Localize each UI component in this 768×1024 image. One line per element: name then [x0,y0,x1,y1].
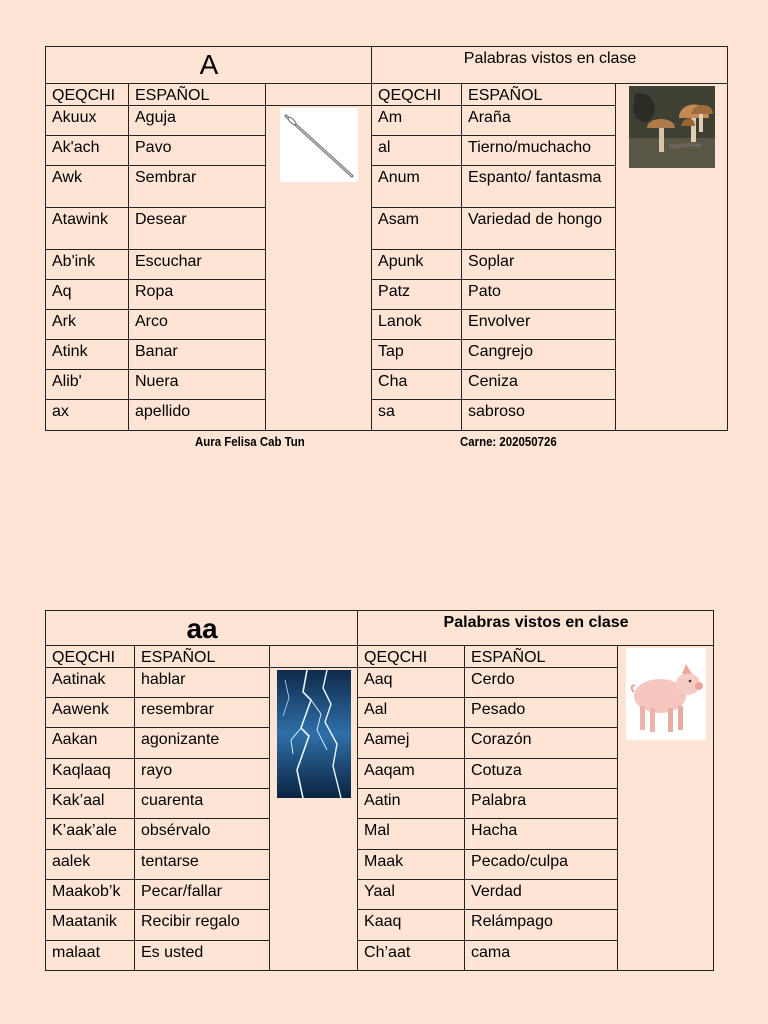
qeqchi-word: Aamej [358,728,465,759]
espanol-word: Corazón [465,728,618,759]
qeqchi-word: Anum [372,166,462,208]
espanol-word: Ropa [129,280,266,310]
qeqchi-word: Aawenk [46,698,135,728]
espanol-word: sabroso [462,400,616,431]
espanol-word: Soplar [462,250,616,280]
qeqchi-word: Aq [46,280,129,310]
espanol-word: Palabra [465,789,618,819]
espanol-word: Pavo [129,136,266,166]
qeqchi-word: Aaq [358,668,465,698]
espanol-word: Banar [129,340,266,370]
espanol-word: Espanto/ fantasma [462,166,616,208]
espanol-word: Araña [462,106,616,136]
qeqchi-word: Mal [358,819,465,850]
qeqchi-word: Atawink [46,208,129,250]
espanol-word: Sembrar [129,166,266,208]
image-cell [618,646,714,971]
espanol-word: Hacha [465,819,618,850]
espanol-word: Escuchar [129,250,266,280]
qeqchi-word: Ch’aat [358,941,465,971]
mushroom-icon [629,86,715,168]
qeqchi-word: Maatanik [46,910,135,941]
table-letter: A [46,47,372,84]
espanol-word: agonizante [135,728,270,759]
qeqchi-word: Awk [46,166,129,208]
vocab-table-aa [45,610,714,971]
qeqchi-word: Ab'ink [46,250,129,280]
qeqchi-word: aalek [46,850,135,880]
espanol-word: cama [465,941,618,971]
header-qeqchi: QEQCHI [372,84,462,106]
header-qeqchi: QEQCHI [358,646,465,668]
qeqchi-word: Apunk [372,250,462,280]
header-empty [266,84,372,106]
espanol-word: apellido [129,400,266,431]
qeqchi-word: Maak [358,850,465,880]
student-carne: Carne: 202050726 [460,434,557,449]
qeqchi-word: Kak’aal [46,789,135,819]
espanol-word: Pato [462,280,616,310]
image-cell [616,84,728,431]
qeqchi-word: K’aak’ale [46,819,135,850]
qeqchi-word: sa [372,400,462,431]
qeqchi-word: Am [372,106,462,136]
header-espanol: ESPAÑOL [135,646,270,668]
table-right-title: Palabras vistos en clase [372,47,728,84]
lightning-icon [277,670,351,798]
espanol-word: Cotuza [465,759,618,789]
qeqchi-word: Cha [372,370,462,400]
espanol-word: Ceniza [462,370,616,400]
espanol-word: cuarenta [135,789,270,819]
header-espanol: ESPAÑOL [465,646,618,668]
espanol-word: Pecado/culpa [465,850,618,880]
espanol-word: Relámpago [465,910,618,941]
espanol-word: Cangrejo [462,340,616,370]
image-cell [270,668,358,971]
qeqchi-word: Ark [46,310,129,340]
qeqchi-word: al [372,136,462,166]
qeqchi-word: ax [46,400,129,431]
espanol-word: Envolver [462,310,616,340]
espanol-word: Nuera [129,370,266,400]
header-espanol: ESPAÑOL [462,84,616,106]
espanol-word: Cerdo [465,668,618,698]
espanol-word: rayo [135,759,270,789]
qeqchi-word: Atink [46,340,129,370]
espanol-word: Arco [129,310,266,340]
espanol-word: Pesado [465,698,618,728]
qeqchi-word: Asam [372,208,462,250]
espanol-word: resembrar [135,698,270,728]
needle-icon [280,108,358,182]
table-right-title: Palabras vistos en clase [358,611,714,646]
header-qeqchi: QEQCHI [46,646,135,668]
espanol-word: hablar [135,668,270,698]
espanol-word: Tierno/muchacho [462,136,616,166]
espanol-word: tentarse [135,850,270,880]
qeqchi-word: Aatinak [46,668,135,698]
qeqchi-word: Ak'ach [46,136,129,166]
qeqchi-word: Tap [372,340,462,370]
qeqchi-word: Kaqlaaq [46,759,135,789]
header-empty [270,646,358,668]
qeqchi-word: Aatin [358,789,465,819]
vocab-table-a [45,46,728,431]
student-name: Aura Felisa Cab Tun [195,434,305,449]
qeqchi-word: malaat [46,941,135,971]
header-espanol: ESPAÑOL [129,84,266,106]
qeqchi-word: Maakob’k [46,880,135,910]
qeqchi-word: Kaaq [358,910,465,941]
qeqchi-word: Yaal [358,880,465,910]
qeqchi-word: Patz [372,280,462,310]
qeqchi-word: Lanok [372,310,462,340]
qeqchi-word: Alib' [46,370,129,400]
header-qeqchi: QEQCHI [46,84,129,106]
image-cell [266,106,372,431]
qeqchi-word: Akuux [46,106,129,136]
table-letter: aa [46,611,358,646]
espanol-word: Es usted [135,941,270,971]
espanol-word: Aguja [129,106,266,136]
espanol-word: Desear [129,208,266,250]
espanol-word: Recibir regalo [135,910,270,941]
espanol-word: Verdad [465,880,618,910]
qeqchi-word: Aakan [46,728,135,759]
qeqchi-word: Aaqam [358,759,465,789]
espanol-word: obsérvalo [135,819,270,850]
pig-icon [626,648,706,740]
espanol-word: Pecar/fallar [135,880,270,910]
espanol-word: Variedad de hongo [462,208,616,250]
qeqchi-word: Aal [358,698,465,728]
